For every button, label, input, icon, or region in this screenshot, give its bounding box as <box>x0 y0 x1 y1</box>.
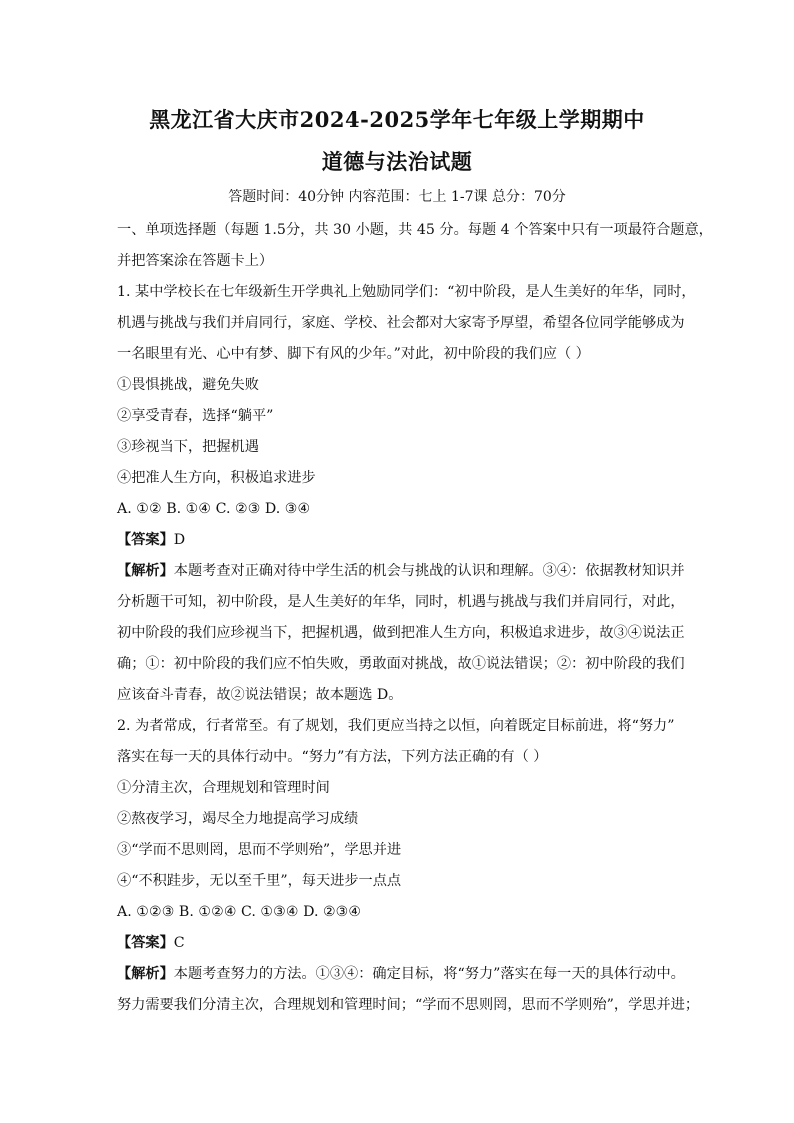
answer-value: C <box>173 935 185 951</box>
q2-option: ③“学而不思则罔，思而不学则殆”，学思并进 <box>117 842 402 858</box>
q2-choices: A. ①②③ B. ①②④ C. ①③④ D. ②③④ <box>117 904 362 920</box>
q2-option: ④“不积跬步，无以至千里”，每天进步一点点 <box>117 873 402 889</box>
answer-label: 【答案】 <box>117 935 174 951</box>
q1-stem: 1. 某中学校长在七年级新生开学典礼上勉励同学们：“初中阶段，是人生美好的年华，同时， <box>117 284 696 300</box>
answer-value: D <box>173 532 186 548</box>
q1-analysis: 应该奋斗青春，故②说法错误；故本题选 D。 <box>117 687 403 703</box>
q2-stem: 落实在每一天的具体行动中。“努力”有方法，下列方法正确的有（ ） <box>117 749 548 765</box>
q1-choices: A. ①② B. ①④ C. ②③ D. ③④ <box>117 501 311 517</box>
analysis-text: 本题考查努力的方法。①③④：确定目标，将“努力”落实在每一天的具体行动中。 <box>173 966 685 982</box>
q1-analysis: 初中阶段的我们应珍视当下，把握机遇，做到把准人生方向，积极追求进步，故③④说法正 <box>117 625 685 641</box>
analysis-label: 【解析】 <box>117 966 174 982</box>
q1-option: ④把准人生方向，积极追求进步 <box>117 470 316 486</box>
q2-stem: 2. 为者常成，行者常至。有了规划，我们更应当持之以恒，向着既定目标前进，将“努力” <box>117 718 675 734</box>
q2-option: ②熬夜学习，竭尽全力地提高学习成绩 <box>117 811 359 827</box>
q1-option: ①畏惧挑战，避免失败 <box>117 377 259 393</box>
analysis-text: 本题考查对正确对待中学生活的机会与挑战的认识和理解。③④：依据教材知识并 <box>173 563 685 579</box>
exam-meta: 答题时间：40分钟 内容范围：七上 1-7课 总分：70分 <box>228 189 566 205</box>
section-heading: 一、单项选择题（每题 1.5分，共 30 小题，共 45 分。每题 4 个答案中只有一项最符合题意， <box>117 222 713 238</box>
answer-label: 【答案】 <box>117 532 174 548</box>
document-title: 黑龙江省大庆市2024-2025学年七年级上学期期中 <box>149 107 645 132</box>
q1-stem: 机遇与挑战与我们并肩同行，家庭、学校、社会都对大家寄予厚望，希望各位同学能够成为 <box>117 315 685 331</box>
q2-option: ①分清主次，合理规划和管理时间 <box>117 780 330 796</box>
q2-analysis <box>117 959 685 990</box>
q1-answer <box>117 525 681 556</box>
q1-analysis <box>117 556 685 587</box>
document-subtitle: 道德与法治试题 <box>321 149 473 174</box>
q1-option: ②享受青春，选择“躺平” <box>117 408 274 424</box>
q2-analysis: 努力需要我们分清主次，合理规划和管理时间；“学而不思则罔，思而不学则殆”，学思并进； <box>117 997 700 1013</box>
q1-analysis: 确；①：初中阶段的我们应不怕失败，勇敢面对挑战，故①说法错误；②：初中阶段的我们 <box>117 656 685 672</box>
q1-stem: 一名眼里有光、心中有梦、脚下有风的少年。”对此，初中阶段的我们应（ ） <box>117 346 590 362</box>
q1-option: ③珍视当下，把握机遇 <box>117 439 259 455</box>
document-body <box>117 215 713 1021</box>
q1-analysis: 分析题干可知，初中阶段，是人生美好的年华，同时，机遇与挑战与我们并肩同行，对此， <box>117 594 685 610</box>
q2-answer <box>117 928 681 959</box>
section-heading-cont: 并把答案涂在答题卡上） <box>117 253 274 269</box>
analysis-label: 【解析】 <box>117 563 174 579</box>
